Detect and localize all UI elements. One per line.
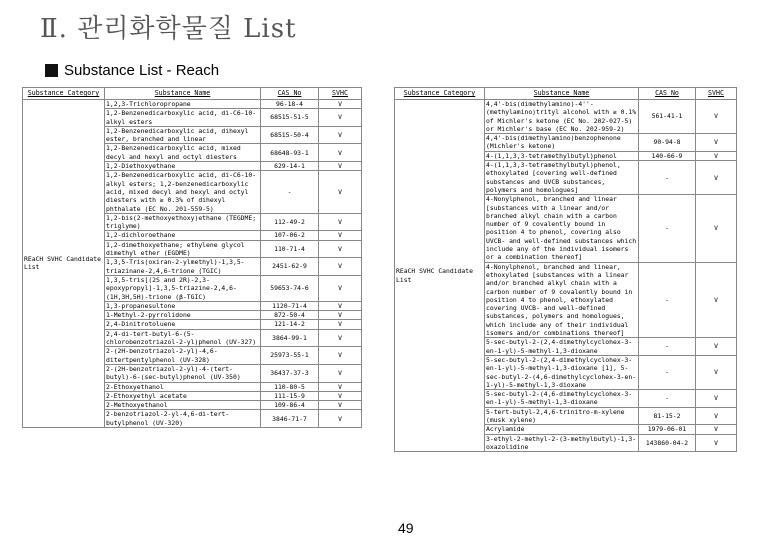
substance-name-cell: 1,2-bis(2-methoxyethoxy)ethane (TEGDME; triglyme)	[105, 213, 261, 231]
svhc-cell: V	[696, 355, 737, 389]
cas-cell: 3864-99-1	[261, 329, 319, 347]
svhc-cell: V	[319, 401, 362, 410]
cas-cell: 68648-93-1	[261, 144, 319, 162]
substance-name-cell: 1,2,3-Trichloropropane	[105, 100, 261, 109]
substance-name-cell: 1-Methyl-2-pyrrolidone	[105, 311, 261, 320]
cas-cell: 111-15-9	[261, 391, 319, 400]
bullet-square-icon	[45, 64, 58, 77]
svhc-cell: V	[319, 144, 362, 162]
cas-cell: 68515-51-5	[261, 109, 319, 127]
cas-cell: -	[639, 262, 696, 338]
cas-cell: 561-41-1	[639, 100, 696, 134]
substance-table-right	[394, 87, 737, 452]
svhc-cell: V	[319, 382, 362, 391]
cas-cell: 36437-37-3	[261, 364, 319, 382]
substance-name-cell: 1,2-Benzenedicarboxylic acid, di-C6-10-alkyl esters	[105, 109, 261, 127]
svhc-cell: V	[319, 126, 362, 144]
cas-cell: 143860-04-2	[639, 434, 696, 452]
substance-name-cell: 5-tert-butyl-2,4,6-trinitro-m-xylene (musk xylene)	[485, 407, 639, 425]
page-number: 49	[398, 520, 414, 536]
cas-cell: 2451-62-9	[261, 258, 319, 276]
table-row	[23, 100, 362, 109]
substance-name-cell: 1,2-Benzenedicarboxylic acid, dihexyl ester, branched and linear	[105, 126, 261, 144]
substance-name-cell: Acrylamide	[485, 425, 639, 434]
svhc-cell: V	[319, 275, 362, 301]
cas-cell: -	[639, 355, 696, 389]
svhc-cell: V	[319, 100, 362, 109]
category-cell: REaCH SVHC Candidate List	[395, 100, 485, 452]
substance-name-cell: 4-(1,1,3,3-tetramethylbutyl)phenol	[485, 151, 639, 160]
cas-cell: 110-71-4	[261, 240, 319, 258]
substance-name-cell: 1,2-Diethoxyethane	[105, 162, 261, 171]
svhc-cell: V	[319, 410, 362, 428]
svhc-cell: V	[696, 262, 737, 338]
cas-cell: -	[639, 161, 696, 195]
svhc-cell: V	[319, 311, 362, 320]
substance-name-cell: 1,2-Benzenedicarboxylic acid, mixed decyl and hexyl and octyl diesters	[105, 144, 261, 162]
header-category: Substance Category	[395, 88, 485, 100]
category-cell: REaCH SVHC Candidate List	[23, 100, 105, 428]
substance-name-cell: 1,3,5-Tris(oxiran-2-ylmethyl)-1,3,5-triazinane-2,4,6-trione (TGIC)	[105, 258, 261, 276]
cas-cell: 59653-74-6	[261, 275, 319, 301]
svhc-cell: V	[696, 390, 737, 408]
substance-name-cell: 5-sec-butyl-2-(2,4-dimethylcyclohex-3-en-1-yl)-5-methyl-1,3-dioxane	[485, 338, 639, 356]
substance-name-cell: 4,4'-bis(dimethylamino)benzophenone (Michler's ketone)	[485, 134, 639, 152]
header-cas: CAS No	[639, 88, 696, 100]
table-row	[395, 100, 737, 134]
cas-cell: 109-86-4	[261, 401, 319, 410]
svhc-cell: V	[319, 171, 362, 213]
svhc-cell: V	[319, 162, 362, 171]
substance-name-cell: 1,2-Benzenedicarboxylic acid, di-C6-10-alkyl esters; 1,2-benzenedicarboxylic acid, mixed decyl and hexyl and octyl diesters with ≥ 0.3% of dihexyl phthalate (EC No. 201-559-5)	[105, 171, 261, 213]
cas-cell: 1979-06-01	[639, 425, 696, 434]
cas-cell: 110-80-5	[261, 382, 319, 391]
substance-name-cell: 3-ethyl-2-methyl-2-(3-methylbutyl)-1,3-oxazolidine	[485, 434, 639, 452]
svhc-cell: V	[319, 240, 362, 258]
substance-name-cell: 2-Ethoxyethyl acetate	[105, 391, 261, 400]
cas-cell: -	[639, 338, 696, 356]
cas-cell: 96-18-4	[261, 100, 319, 109]
svhc-cell: V	[696, 100, 737, 134]
substance-name-cell: 2,4-Dinitrotoluene	[105, 320, 261, 329]
cas-cell: 140-66-9	[639, 151, 696, 160]
substance-table-left	[22, 87, 362, 428]
substance-name-cell: 4,4'-bis(dimethylamino)-4''-(methylamino)trityl alcohol with ≥ 0.1% of Michler's ketone (EC No. 202-027-5) or Michler's base (EC No. 202-959-2)	[485, 100, 639, 134]
svhc-cell: V	[319, 301, 362, 310]
svhc-cell: V	[696, 134, 737, 152]
svhc-cell: V	[319, 231, 362, 240]
substance-name-cell: 4-Nonylphenol, branched and linear, ethoxylated [substances with a linear and/or branched alkyl chain with a carbon number of 9 covalently bound in position 4 to phenol, ethoxylated covering UVCB- and well-defined substances, polymers and homologues, which include any of their individual isomers and/or combinations thereof]	[485, 262, 639, 338]
cas-cell: 3846-71-7	[261, 410, 319, 428]
cas-cell: 1120-71-4	[261, 301, 319, 310]
substance-name-cell: 2-(2H-benzotriazol-2-yl)-4,6-ditertpentylphenol (UV-328)	[105, 347, 261, 365]
svhc-cell: V	[696, 338, 737, 356]
cas-cell: 81-15-2	[639, 407, 696, 425]
cas-cell: 629-14-1	[261, 162, 319, 171]
header-svhc: SVHC	[319, 88, 362, 100]
substance-name-cell: 5-sec-butyl-2-(4,6-dimethylcyclohex-3-en-1-yl)-5-methyl-1,3-dioxane	[485, 390, 639, 408]
cas-cell: 68515-50-4	[261, 126, 319, 144]
cas-cell: 112-49-2	[261, 213, 319, 231]
cas-cell: -	[639, 195, 696, 262]
header-svhc: SVHC	[696, 88, 737, 100]
svhc-cell: V	[319, 320, 362, 329]
svhc-cell: V	[696, 151, 737, 160]
subtitle-text: Substance List - Reach	[64, 62, 220, 79]
section-subtitle	[45, 62, 219, 79]
substance-name-cell: 1,3,5-tris[(2S and 2R)-2,3-epoxypropyl]-1,3,5-triazine-2,4,6-(1H,3H,5H)-trione (β-TGIC)	[105, 275, 261, 301]
svhc-cell: V	[319, 109, 362, 127]
cas-cell: 25973-55-1	[261, 347, 319, 365]
cas-cell: 107-06-2	[261, 231, 319, 240]
substance-name-cell: 4-(1,1,3,3-tetramethylbutyl)phenol, ethoxylated [covering well-defined substances and UVCB substances, polymers and homologues]	[485, 161, 639, 195]
svhc-cell: V	[319, 347, 362, 365]
svhc-cell: V	[319, 391, 362, 400]
cas-cell: 90-94-8	[639, 134, 696, 152]
cas-cell: 872-50-4	[261, 311, 319, 320]
svhc-cell: V	[696, 434, 737, 452]
svhc-cell: V	[696, 407, 737, 425]
cas-cell: -	[639, 390, 696, 408]
substance-name-cell: 1,3-propanesultone	[105, 301, 261, 310]
substance-name-cell: 4-Nonylphenol, branched and linear [substances with a linear and/or branched alkyl chain with a carbon number of 9 covalently bound in position 4 to phenol, covering also UVCB- and well-defined substances which include any of the individual isomers or a combination thereof]	[485, 195, 639, 262]
page-title: Ⅱ. 관리화학물질 List	[40, 14, 297, 44]
substance-name-cell: 1,2-dichloroethane	[105, 231, 261, 240]
cas-cell: -	[261, 171, 319, 213]
header-name: Substance Name	[485, 88, 639, 100]
svhc-cell: V	[696, 195, 737, 262]
svhc-cell: V	[319, 364, 362, 382]
svhc-cell: V	[696, 425, 737, 434]
svhc-cell: V	[319, 258, 362, 276]
header-name: Substance Name	[105, 88, 261, 100]
substance-name-cell: 1,2-dimethoxyethane; ethylene glycol dimethyl ether (EGDME)	[105, 240, 261, 258]
header-cas: CAS No	[261, 88, 319, 100]
svhc-cell: V	[319, 213, 362, 231]
substance-name-cell: 2-Ethoxyethanol	[105, 382, 261, 391]
substance-name-cell: 2,4-di-tert-butyl-6-(5-chlorobenzotriazol-2-yl)phenol (UV-327)	[105, 329, 261, 347]
substance-name-cell: 5-sec-butyl-2-(2,4-dimethylcyclohex-3-en-1-yl)-5-methyl-1,3-dioxane [1], 5-sec-butyl-2-(4,6-dimethylcyclohex-3-en-1-yl)-5-methyl-1,3-dioxane	[485, 355, 639, 389]
substance-name-cell: 2-Methoxyethanol	[105, 401, 261, 410]
substance-name-cell: 2-benzotriazol-2-yl-4,6-di-tert-butylphenol (UV-320)	[105, 410, 261, 428]
header-category: Substance Category	[23, 88, 105, 100]
svhc-cell: V	[696, 161, 737, 195]
cas-cell: 121-14-2	[261, 320, 319, 329]
substance-name-cell: 2-(2H-benzotriazol-2-yl)-4-(tert-butyl)-6-(sec-butyl)phenol (UV-350)	[105, 364, 261, 382]
svhc-cell: V	[319, 329, 362, 347]
